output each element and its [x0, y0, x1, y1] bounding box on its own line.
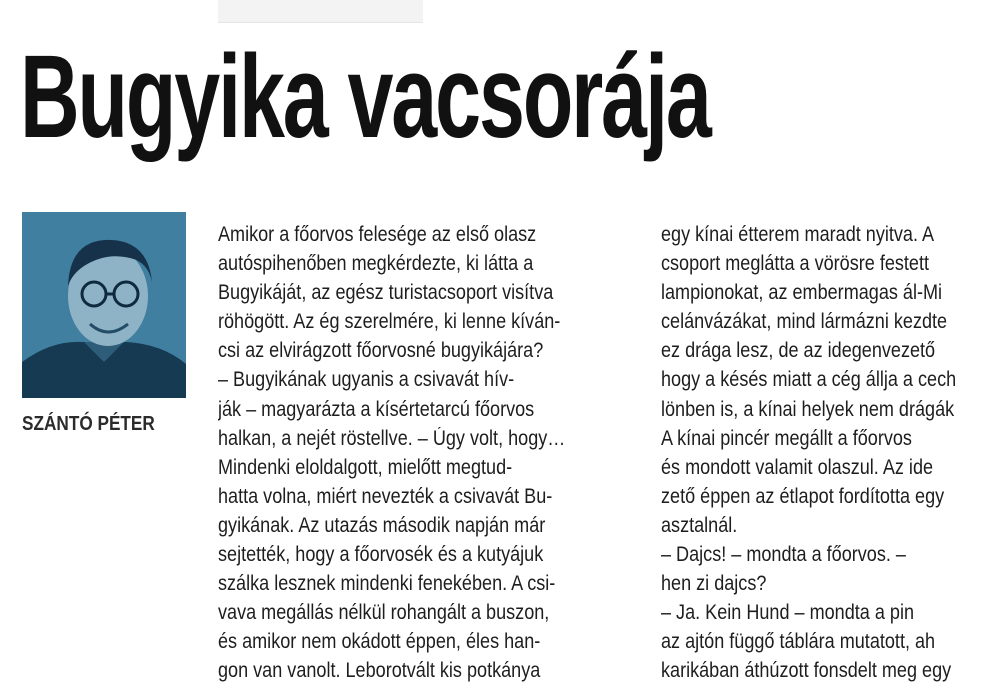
text-line: halkan, a nejét röstellve. – Úgy volt, hogy… — [218, 426, 566, 450]
text-line: vava megállás nélkül rohangált a buszon, — [218, 601, 550, 625]
headline: Bugyika vacsorája — [20, 31, 710, 163]
text-line: és amikor nem okádott éppen, éles han- — [218, 630, 541, 654]
article-column-1 — [218, 220, 630, 686]
author-byline: SZÁNTÓ PÉTER — [22, 413, 155, 435]
top-rule — [218, 0, 423, 23]
text-line: lampionokat, az embermagas ál-Mi — [661, 281, 943, 305]
text-line: – Ja. Kein Hund – mondta a pin — [661, 601, 915, 625]
article-column-2 — [661, 220, 1000, 686]
text-line: Bugyikáját, az egész turistacsoport visítva — [218, 281, 554, 305]
text-line: gyikának. Az utazás második napján már — [218, 513, 546, 537]
text-line: és mondott valamit olaszul. Az ide — [661, 455, 934, 479]
text-line: hen zi dajcs? — [661, 572, 767, 596]
text-line: celánvázákat, mind lármázni kezdte — [661, 310, 948, 334]
text-line: – Bugyikának ugyanis a csivavát hív- — [218, 368, 515, 392]
text-line: A kínai pincér megállt a főorvos — [661, 426, 912, 450]
text-line: az ajtón függő táblára mutatott, ah — [661, 630, 936, 654]
text-line: asztalnál. — [661, 513, 738, 537]
text-line: csoport meglátta a vörösre festett — [661, 252, 930, 276]
text-line: lönben is, a kínai helyek nem drágák — [661, 397, 955, 421]
text-line: szálka lesznek mindenki fenekében. A csi- — [218, 572, 556, 596]
text-line: gon van vanolt. Leborotvált kis potkánya — [218, 659, 541, 683]
text-line: Amikor a főorvos felesége az első olasz — [218, 223, 537, 246]
text-line: sejtették, hogy a főorvosék és a kutyájuk — [218, 543, 544, 567]
text-line: csi az elvirágzott főorvosné bugyikájára? — [218, 339, 544, 363]
text-line: egy kínai étterem maradt nyitva. A — [661, 223, 935, 246]
text-line: karikában áthúzott fonsdelt meg egy — [661, 659, 952, 683]
text-line: zető éppen az étlapot fordította egy — [661, 484, 945, 508]
text-line: autóspihenőben megkérdezte, ki látta a — [218, 252, 534, 276]
author-photo — [22, 212, 186, 398]
text-line: hogy a késés miatt a cég állja a cech — [661, 368, 957, 392]
text-line: ják – magyarázta a kísértetarcú főorvos — [218, 397, 535, 421]
text-line: – Dajcs! – mondta a főorvos. – — [661, 543, 906, 567]
text-line: Mindenki eloldalgott, mielőtt megtud- — [218, 455, 513, 479]
text-line: röhögött. Az ég szerelmére, ki lenne kíván- — [218, 310, 561, 334]
text-line: hatta volna, miért nevezték a csivavát Bu- — [218, 484, 553, 508]
text-line: ez drága lesz, de az idegenvezető — [661, 339, 936, 363]
